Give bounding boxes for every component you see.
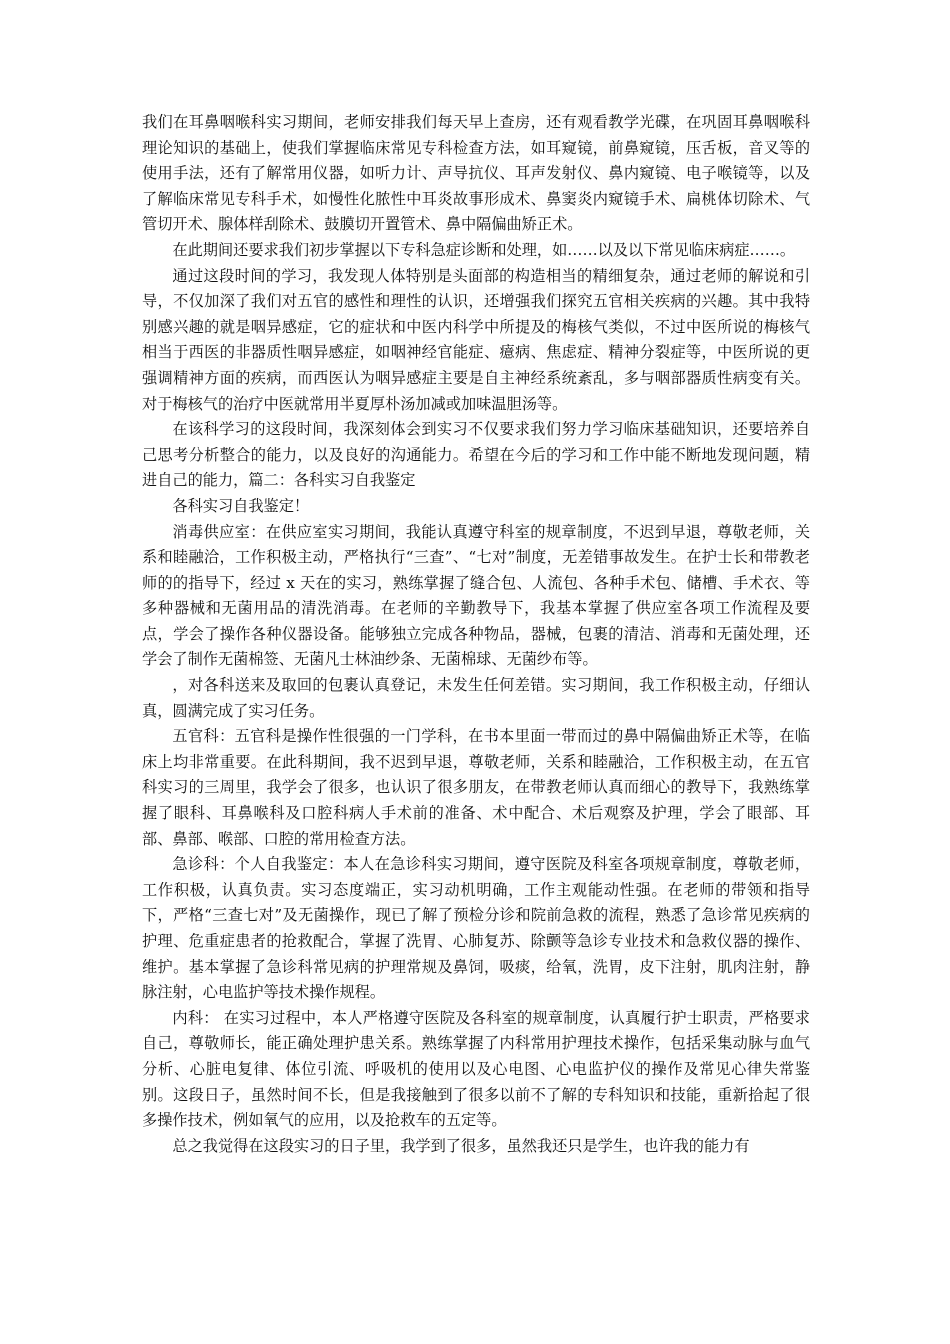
document-page — [142, 110, 810, 1159]
paragraph-facial-features-dept: 五官科：五官科是操作性很强的一门学科，在书本里面一带而过的鼻中隔偏曲矫正术等，在临床上均非常重要。在此科期间，我不迟到早退，尊敬老师，关系和睦融洽，工作积极主动，在五官科实习的三周里，我学会了很多，也认识了很多朋友，在带教老师认真而细心的教导下，我熟练掌握了眼科、耳鼻喉科及口腔科病人手术前的准备、术中配合、术后观察及护理，学会了眼部、耳部、鼻部、喉部、口腔的常用检查方法。 — [142, 727, 810, 848]
paragraph-section-heading: 各科实习自我鉴定！ — [172, 496, 310, 515]
paragraph-emergency-dept: 急诊科：个人自我鉴定：本人在急诊科实习期间，遵守医院及科室各项规章制度，尊敬老师，工作积极，认真负责。实习态度端正，实习动机明确，工作主观能动性强。在老师的带领和指导下，严格“三查七对”及无菌操作，现已了解了预检分诊和院前急救的流程，熟悉了急诊常见疾病的护理、危重症患者的抢救配合，掌握了洗胃、心肺复苏、除颤等急诊专业技术和急救仪器的操作、维护。基本掌握了急诊科常见病的护理常规及鼻饲，吸痰，给氧，洗胃，皮下注射，肌肉注射，静脉注射，心电监护等技术操作规程。 — [142, 855, 810, 1002]
paragraph-conclusion: 总之我觉得在这段实习的日子里，我学到了很多，虽然我还只是学生，也许我的能力有 — [172, 1136, 750, 1155]
paragraph-learning-reflection: 通过这段时间的学习，我发现人体特别是头面部的构造相当的精细复杂，通过老师的解说和引导，不仅加深了我们对五官的感性和理性的认识，还增强我们探究五官相关疾病的兴趣。其中我特别感兴趣的就是咽异感症，它的症状和中医内科学中所提及的梅核气类似，不过中医所说的梅核气相当于西医的非器质性咽异感症，如咽神经官能症、癔病、焦虑症、精神分裂症等，中医所说的更强调精神方面的疾病，而西医认为咽异感症主要是自主神经系统紊乱，多与咽部器质性病变有关。对于梅核气的治疗中医就常用半夏厚朴汤加减或加味温胆汤等。 — [142, 266, 810, 413]
paragraph-summary-part-one: 在该科学习的这段时间，我深刻体会到实习不仅要求我们努力学习临床基础知识，还要培养自己思考分析整合的能力，以及良好的沟通能力。希望在今后的学习和工作中能不断地发现问题，精进自己的能力，篇二：各科实习自我鉴定 — [142, 420, 810, 490]
paragraph-package-registration: ，对各科送来及取回的包裹认真登记，未发生任何差错。实习期间，我工作积极主动，仔细认真，圆满完成了实习任务。 — [142, 676, 810, 720]
paragraph-sterile-supply: 消毒供应室：在供应室实习期间，我能认真遵守科室的规章制度，不迟到早退，尊敬老师，关系和睦融洽，工作积极主动，严格执行“三查”、“七对”制度，无差错事故发生。在护士长和带教老师的的指导下，经过 x 天在的实习，熟练掌握了缝合包、人流包、各种手术包、储槽、手术衣、等多种器械和无菌用品的清洗消毒。在老师的辛勤教导下，我基本掌握了供应室各项工作流程及要点，学会了操作各种仪器设备。能够独立完成各种物品，器械，包裹的清洁、消毒和无菌处理，还学会了制作无菌棉签、无菌凡士林油纱条、无菌棉球、无菌纱布等。 — [142, 522, 810, 669]
paragraph-emergency-requirements: 在此期间还要求我们初步掌握以下专科急症诊断和处理，如……以及以下常见临床病症……。 — [172, 240, 796, 259]
paragraph-ent-internship: 我们在耳鼻咽喉科实习期间，老师安排我们每天早上查房，还有观看教学光碟，在巩固耳鼻咽喉科理论知识的基础上，使我们掌握临床常见专科检查方法，如耳窥镜，前鼻窥镜，压舌板，音叉等的使用手法，还有了解常用仪器，如听力计、声导抗仪、耳声发射仪、鼻内窥镜、电子喉镜等，以及了解临床常见专科手术，如慢性化脓性中耳炎故事形成术、鼻窦炎内窥镜手术、扁桃体切除术、气管切开术、腺体样刮除术、鼓膜切开置管术、鼻中隔偏曲矫正术。 — [142, 113, 810, 234]
paragraph-internal-medicine: 内科： 在实习过程中，本人严格遵守医院及各科室的规章制度，认真履行护士职责，严格要求自己，尊敬师长，能正确处理护患关系。熟练掌握了内科常用护理技术操作，包括采集动脉与血气分析、心脏电复律、体位引流、呼吸机的使用以及心电图、心电监护仪的操作及常见心律失常鉴别。这段日子，虽然时间不长，但是我接触到了很多以前不了解的专科知识和技能，重新拾起了很多操作技术，例如氧气的应用，以及抢救车的五定等。 — [142, 1008, 810, 1130]
